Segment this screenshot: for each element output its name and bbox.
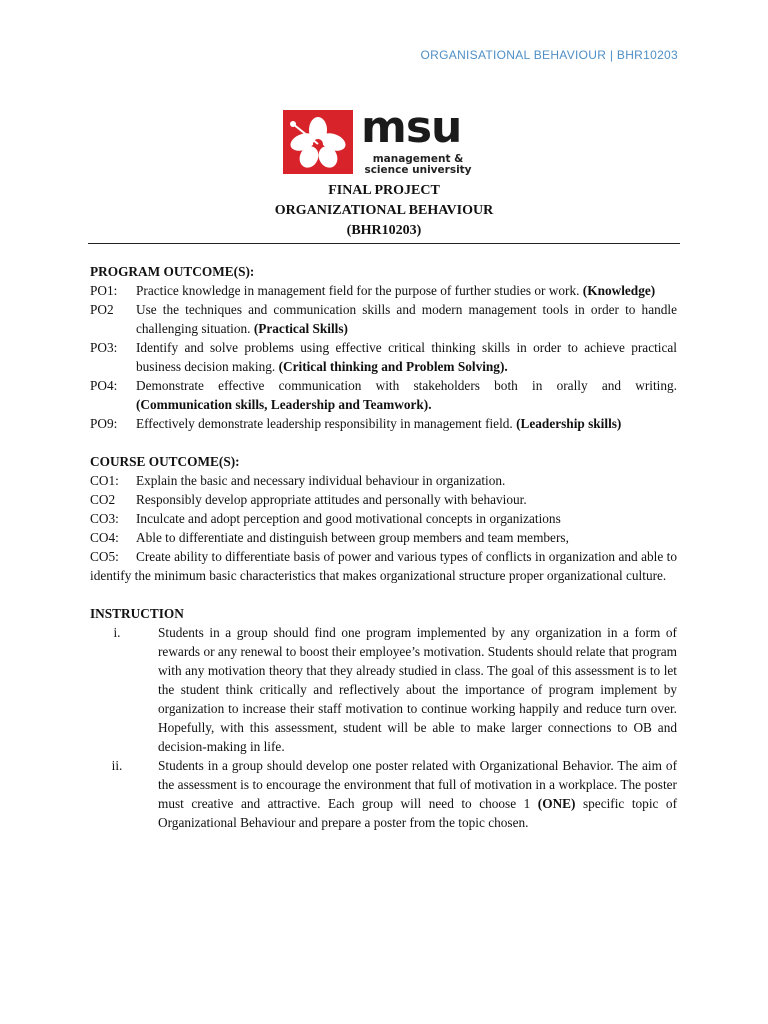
outcome-text: Responsibly develop appropriate attitudes and personally with behaviour. [136,492,527,507]
program-outcome-item [90,414,677,433]
logo-wordmark: msu [361,102,462,153]
outcome-skill: (Leadership skills) [516,416,622,431]
outcome-skill: (Communication skills, Leadership and Teamwork). [136,397,432,412]
hibiscus-flower-icon [283,110,353,174]
outcome-skill: (Critical thinking and Problem Solving). [278,359,508,374]
outcome-text: Identify and solve problems using effective critical thinking skills in order to achieve practical business decision making. [136,340,677,374]
title-divider [88,243,680,244]
outcome-skill: (Practical Skills) [253,321,348,336]
course-outcome-item [90,490,677,509]
logo-subtitle-line2: science university [364,164,472,176]
outcome-code: CO4: [90,530,119,545]
title-line-1: FINAL PROJECT [328,183,440,198]
outcome-code: PO3: [90,340,118,355]
instruction-heading: INSTRUCTION [90,606,184,621]
hibiscus-logo-icon [283,110,353,174]
outcome-code: PO1: [90,283,118,298]
outcome-text: Effectively demonstrate leadership responsibility in management field. [136,416,517,431]
logo-subtitle [363,154,473,176]
running-header: ORGANISATIONAL BEHAVIOUR | BHR10203 [420,48,678,62]
outcome-code: PO2 [90,302,114,317]
spacer [90,433,677,452]
title-line-3: (BHR10203) [346,223,422,238]
course-outcomes-list [90,471,677,585]
outcome-text: Explain the basic and necessary individual behaviour in organization. [136,473,506,488]
outcome-code: CO5: [90,549,119,564]
program-outcomes-heading: PROGRAM OUTCOME(S): [90,264,255,279]
instruction-number: i. [113,625,121,640]
outcome-code: CO2 [90,492,116,507]
course-outcome-item [90,528,677,547]
instruction-number: ii. [111,758,123,773]
spacer [90,585,677,604]
outcome-text: Practice knowledge in management field for the purpose of further studies or work. [136,283,583,298]
logo-subtitle-line1: management & [372,153,464,165]
outcome-text: Able to differentiate and distinguish between group members and team members, [136,530,569,545]
msu-logo [283,102,493,182]
instruction-text-continued: specific topic of Organizational Behaviour and prepare a poster from the topic chosen. [158,796,677,830]
program-outcome-item [90,300,677,338]
instruction-text: Students in a group should develop one poster related with Organizational Behavior. The aim of the assessment is to encourage the environment that full of motivation in a workplace. The poster must creative and attractive. Each group will need to choose 1 [158,758,677,811]
program-outcome-item [90,376,677,414]
outcome-code: PO4: [90,378,118,393]
course-outcome-item [90,547,677,585]
outcome-text: Use the techniques and communication skills and modern management tools in order to handle challenging situation. [136,302,677,336]
outcome-text: Demonstrate effective communication with stakeholders both in orally and writing. [136,378,677,393]
outcome-text: Create ability to differentiate basis of power and various types of conflicts in organization and able to identify the minimum basic characteristics that makes organizational structure proper organizational culture. [90,549,677,583]
instruction-emphasis: (ONE) [537,796,576,811]
outcome-text: Inculcate and adopt perception and good motivational concepts in organizations [136,511,561,526]
document-title [0,181,768,241]
instruction-text: Students in a group should find one program implemented by any organization in a form of rewards or any renewal to boost their employee’s motivation. Students should relate that program with any motivation theory that they already studied in class. The goal of this assessment is to let the student think critically and reflectively about the importance of program implement by organization to increase their staff motivation to continue working happily and reduce turn over. Hopefully, with this assessment, student will be able to make larger connections to OB and decision-making in life. [158,625,677,754]
outcome-skill: (Knowledge) [582,283,656,298]
program-outcomes-list [90,281,677,433]
course-outcome-item [90,509,677,528]
outcome-code: CO1: [90,473,119,488]
program-outcome-item [90,338,677,376]
course-outcome-item [90,471,677,490]
instruction-item [90,623,677,756]
program-outcome-item [90,281,677,300]
outcome-code: CO3: [90,511,119,526]
outcome-code: PO9: [90,416,118,431]
instruction-list [90,623,677,832]
instruction-item [90,756,677,832]
course-outcomes-heading: COURSE OUTCOME(S): [90,454,240,469]
title-line-2: ORGANIZATIONAL BEHAVIOUR [274,203,494,218]
document-body [90,262,677,832]
